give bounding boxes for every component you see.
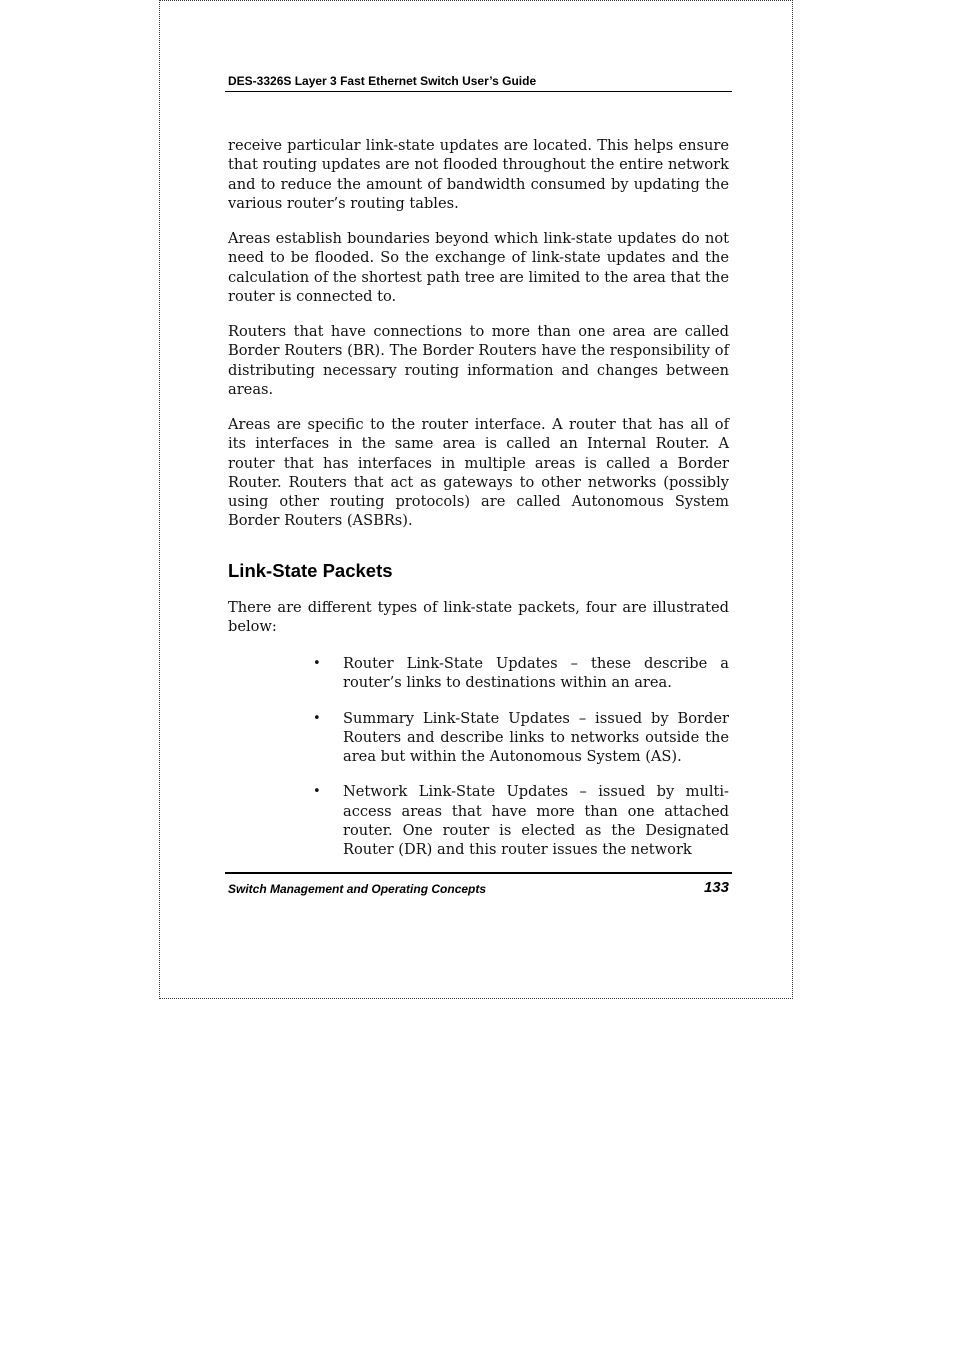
paragraph-1: receive particular link-state updates are located. This helps ensure that routing updates are not flooded throughout the entire network and to reduce the amount of bandwidth consumed by updating the various router’s routing tables.: [228, 137, 729, 212]
page-number: 133: [703, 879, 729, 896]
bullet-list: [228, 654, 738, 865]
bullet-list-region: [228, 654, 748, 865]
bullet-marker: •: [313, 784, 321, 800]
list-item-text: Router Link-State Updates – these describe a router’s links to destinations within an area.: [343, 655, 729, 692]
footer-chapter-title: Switch Management and Operating Concepts: [228, 882, 487, 896]
list-item: [228, 709, 729, 767]
list-item: [228, 782, 729, 859]
list-item-text: Network Link-State Updates – issued by multi-access areas that have more than one attached router. One router is elected as the Designated Router (DR) and this router issues the network: [343, 783, 729, 859]
header-divider: [225, 91, 732, 92]
bullet-marker: •: [313, 656, 321, 671]
paragraph-3: Routers that have connections to more than one area are called Border Routers (BR). The Border Routers have the responsibility of distributing necessary routing information and changes between areas.: [228, 323, 729, 398]
list-item-text: Summary Link-State Updates – issued by Border Routers and describe links to networks outside the area but within the Autonomous System (AS).: [343, 709, 729, 766]
section-heading: Link-State Packets: [228, 560, 393, 581]
paragraph-2: Areas establish boundaries beyond which link-state updates do not need to be flooded. So the exchange of link-state updates and the calculation of the shortest path tree are limited to the area that the router is connected to.: [228, 230, 729, 305]
list-item: [228, 654, 729, 693]
running-header: DES-3326S Layer 3 Fast Ethernet Switch User’s Guide: [228, 74, 537, 88]
section-intro: There are different types of link-state packets, four are illustrated below:: [228, 599, 729, 636]
paragraph-4: Areas are specific to the router interface. A router that has all of its interfaces in the same area is called an Internal Router. A router that has interfaces in multiple areas is called a Border Router. Routers that act as gateways to other networks (possibly using other routing protocols) are called Autonomous System Border Routers (ASBRs).: [228, 416, 729, 530]
footer-divider: [225, 872, 732, 874]
bullet-marker: •: [313, 710, 321, 726]
